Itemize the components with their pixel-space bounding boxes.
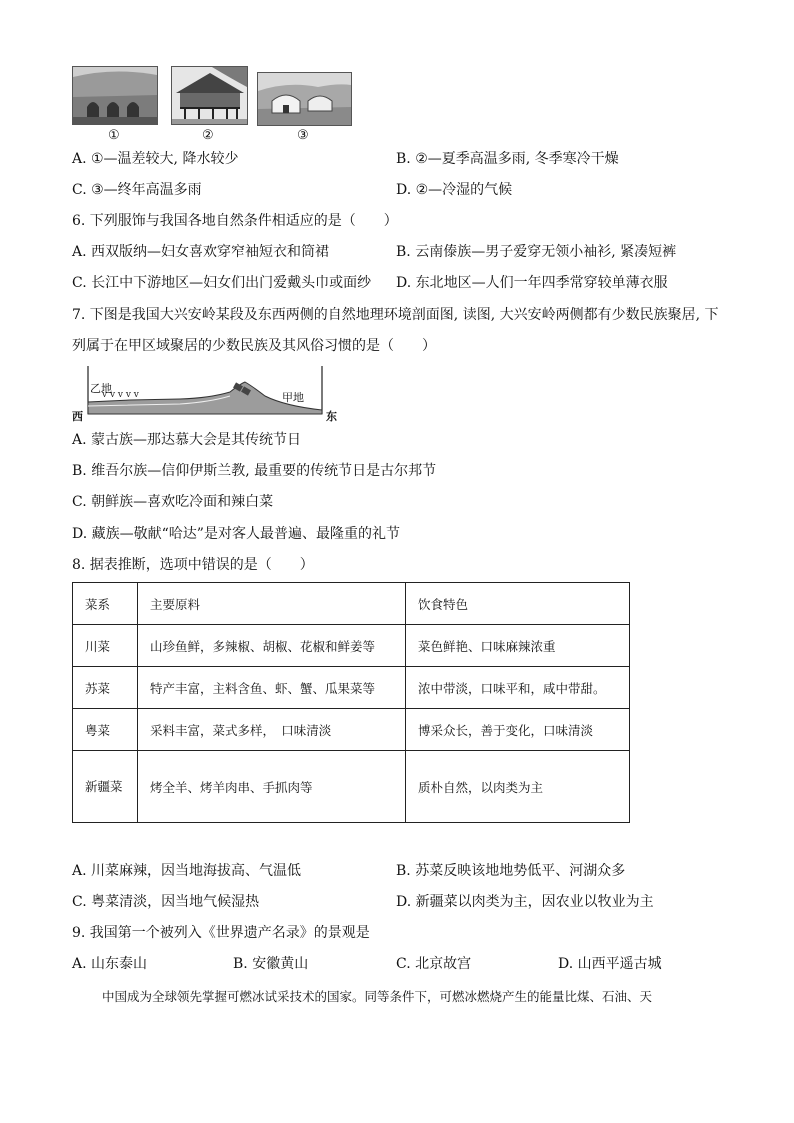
table-cell: 博采众长，善于变化，口味清淡 <box>406 709 630 751</box>
q6-option-b[interactable]: B. 云南傣族—男子爱穿无领小袖衫, 紧凑短裤 <box>396 244 677 260</box>
table-header-cell: 主要原料 <box>138 583 406 625</box>
yurt-photo <box>257 72 352 126</box>
q8-option-c[interactable]: C. 粤菜清淡，因当地气候湿热 <box>72 894 260 910</box>
table-cell: 苏菜 <box>73 667 138 709</box>
table-cell-text: 新疆菜 <box>85 778 123 794</box>
q7-stem-line2: 列属于在甲区域聚居的少数民族及其风俗习惯的是（ ） <box>72 338 436 354</box>
q7-option-d[interactable]: D. 藏族—敬献“哈达”是对客人最普遍、最隆重的礼节 <box>72 526 400 542</box>
q9-option-b[interactable]: B. 安徽黄山 <box>233 956 309 972</box>
q8-option-a[interactable]: A. 川菜麻辣，因当地海拔高、气温低 <box>72 863 302 879</box>
cave-dwelling-photo <box>72 66 158 125</box>
photo-label-2: ② <box>202 128 214 143</box>
q8-stem: 8. 据表推断，选项中错误的是（ ） <box>72 557 314 573</box>
q8-option-d[interactable]: D. 新疆菜以肉类为主，因农业以牧业为主 <box>396 894 654 910</box>
table-cell: 烤全羊、烤羊肉串、手抓肉等 <box>138 751 406 823</box>
q5-option-b[interactable]: B. ②—夏季高温多雨, 冬季寒冷干燥 <box>396 151 619 167</box>
table-row <box>73 667 630 709</box>
photo-label-3: ③ <box>297 128 309 143</box>
table-cell: 川菜 <box>73 625 138 667</box>
table-cell <box>73 751 138 823</box>
q6-option-c[interactable]: C. 长江中下游地区—妇女们出门爱戴头巾或面纱 <box>72 275 372 291</box>
q7-option-a[interactable]: A. 蒙古族—那达慕大会是其传统节日 <box>72 432 302 448</box>
q9-stem: 9. 我国第一个被列入《世界遗产名录》的景观是 <box>72 925 370 941</box>
grass-symbol: v v v v v <box>102 390 139 400</box>
table-row <box>73 625 630 667</box>
q5-option-d[interactable]: D. ②—冷湿的气候 <box>396 182 513 198</box>
table-cell: 特产丰富，主料含鱼、虾、蟹、瓜果菜等 <box>138 667 406 709</box>
q6-option-d[interactable]: D. 东北地区—人们一年四季常穿较单薄衣服 <box>396 275 668 291</box>
q6-option-a[interactable]: A. 西双版纳—妇女喜欢穿窄袖短衣和筒裙 <box>72 244 330 260</box>
q9-option-c[interactable]: C. 北京故宫 <box>396 956 472 972</box>
q9-option-a[interactable]: A. 山东泰山 <box>72 956 148 972</box>
table-cell: 采料丰富，菜式多样， 口味清淡 <box>138 709 406 751</box>
table-cell: 粤菜 <box>73 709 138 751</box>
table-cell: 浓中带淡，口味平和，咸中带甜。 <box>406 667 630 709</box>
table-cell: 质朴自然，以肉类为主 <box>406 751 630 823</box>
table-row <box>73 709 630 751</box>
q8-option-b[interactable]: B. 苏菜反映该地地势低平、河湖众多 <box>396 863 626 879</box>
cuisine-table <box>72 582 630 823</box>
table-header-cell: 饮食特色 <box>406 583 630 625</box>
q7-option-b[interactable]: B. 维吾尔族—信仰伊斯兰教, 最重要的传统节日是古尔邦节 <box>72 463 437 479</box>
q7-option-c[interactable]: C. 朝鲜族—喜欢吃冷面和辣白菜 <box>72 494 274 510</box>
q6-stem: 6. 下列服饰与我国各地自然条件相适应的是（ ） <box>72 213 398 229</box>
diagram-label-east: 东 <box>326 410 337 422</box>
diagram-label-jia: 甲地 <box>282 391 304 404</box>
table-cell: 菜色鲜艳、口味麻辣浓重 <box>406 625 630 667</box>
profile-diagram <box>70 362 340 422</box>
diagram-label-west: 西 <box>72 410 83 422</box>
q9-option-d[interactable]: D. 山西平遥古城 <box>558 956 662 972</box>
diagram-label-yi: 乙地 <box>90 382 112 395</box>
q5-option-a[interactable]: A. ①—温差较大, 降水较少 <box>72 151 239 167</box>
table-row <box>73 751 630 823</box>
profile-diagram-svg <box>70 362 340 422</box>
table-header-row <box>73 583 630 625</box>
table-header-cell: 菜系 <box>73 583 138 625</box>
table-cell: 山珍鱼鲜，多辣椒、胡椒、花椒和鲜姜等 <box>138 625 406 667</box>
stilt-house-photo <box>171 66 248 125</box>
q7-stem-line1: 7. 下图是我国大兴安岭某段及东西两侧的自然地理环境剖面图, 读图, 大兴安岭两侧都有少数民族聚居, 下 <box>72 307 719 323</box>
q5-option-c[interactable]: C. ③—终年高温多雨 <box>72 182 202 198</box>
passage-text: 中国成为全球领先掌握可燃冰试采技术的国家。同等条件下，可燃冰燃烧产生的能量比煤、石油、天 <box>102 989 653 1004</box>
photo-label-1: ① <box>108 128 120 143</box>
